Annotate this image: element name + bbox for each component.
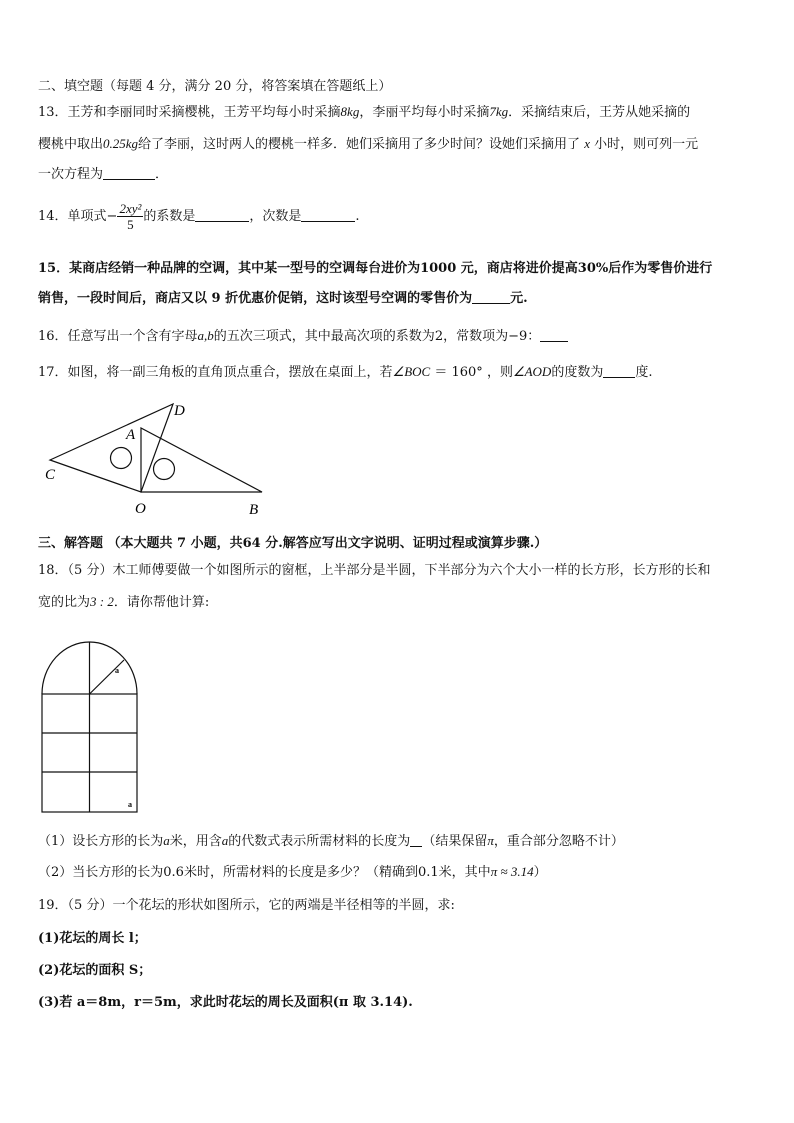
q18-variable: a bbox=[221, 833, 229, 848]
q17-text: 度. bbox=[635, 365, 653, 380]
q19-part-3: (3)若 a＝8m，r＝5m，求此时花坛的周长及面积(π 取 3.14). bbox=[38, 995, 413, 1010]
q18-line-1: 18．（5 分）木工师傅要做一个如图所示的窗框，上半部分是半圆，下半部分为六个大小一样的长方形，长方形的长和 bbox=[38, 563, 711, 578]
q18-pi-approx: π ≈ 3.14 bbox=[490, 864, 534, 879]
q18-window-figure bbox=[38, 624, 148, 816]
q17-text: 17．如图，将一副三角板的直角顶点重合，摆放在桌面上，若 bbox=[38, 365, 393, 380]
q14-text: 14．单项式 bbox=[38, 209, 107, 224]
q13-line-2 bbox=[38, 135, 698, 154]
q15-line-1: 15．某商店经销一种品牌的空调，其中某一型号的空调每台进价为1000 元，商店将进价提高30%后作为零售价进行 bbox=[38, 261, 713, 276]
q16-variables: a,b bbox=[197, 328, 214, 343]
q18-text: 米时，所需材料的长度是多少？（精确到 bbox=[183, 865, 418, 880]
q18-pi: π bbox=[487, 833, 494, 848]
q18-text: （2）当长方形的长为 bbox=[38, 865, 164, 880]
q14-text: ，次数是 bbox=[249, 209, 302, 224]
q19-line-1: 19．（5 分）一个花坛的形状如图所示，它的两端是半径相等的半圆，求: bbox=[38, 898, 455, 913]
q17-triangle-figure bbox=[40, 396, 280, 520]
q17-line bbox=[38, 363, 652, 382]
q17-text: 的度数为 bbox=[551, 365, 604, 380]
q18-text: 宽的比为 bbox=[38, 595, 91, 610]
q16-text: 16．任意写出一个含有字母 bbox=[38, 329, 198, 344]
q15-text: 元. bbox=[510, 291, 528, 306]
q19-part-1: (1)花坛的周长 l； bbox=[38, 931, 147, 946]
q13-text: 13．王芳和李丽同时采摘樱桃，王芳平均每小时采摘 bbox=[38, 105, 341, 120]
q14-text: . bbox=[355, 209, 360, 224]
window-label-a-bottom: a bbox=[128, 800, 132, 809]
q14-fraction bbox=[117, 201, 143, 232]
triangle-hole-left bbox=[111, 448, 132, 469]
q19-part-2: (2)花坛的面积 S； bbox=[38, 963, 152, 978]
q13-line-1 bbox=[38, 103, 690, 122]
q16-text: ： bbox=[527, 329, 541, 344]
section-2-header: 二、填空题（每题 4 分，满分 20 分，将答案填在答题纸上） bbox=[38, 79, 392, 94]
q13-text: 樱桃中取出 bbox=[38, 137, 104, 152]
q18-text: 的代数式表示所需材料的长度为 bbox=[228, 834, 411, 849]
q18-text: ．请你帮他计算: bbox=[113, 595, 210, 610]
q13-text: 给了李丽，这时两人的樱桃一样多．她们采摘用了多少时间？设她们采摘用了 bbox=[138, 137, 581, 152]
q18-text: 米，用含 bbox=[169, 834, 222, 849]
q13-value: 8kg bbox=[340, 104, 360, 119]
q14-degree-blank[interactable] bbox=[301, 209, 355, 222]
q15-text: 销售，一段时间后，商店又以 9 折优惠价促销，这时该型号空调的零售价为 bbox=[38, 291, 473, 306]
q17-angle-boc: ∠BOC bbox=[392, 364, 431, 379]
label-a: A bbox=[126, 427, 136, 443]
q17-angle-aod: ∠AOD bbox=[512, 364, 552, 379]
q14-numerator: 2xy² bbox=[119, 201, 142, 216]
q18-text: 米，其中 bbox=[438, 865, 491, 880]
q13-text: ，李丽平均每小时采摘 bbox=[359, 105, 490, 120]
q17-value: ＝ 160° bbox=[434, 365, 483, 380]
q18-text: ，重合部分忽略不计） bbox=[493, 834, 624, 849]
q14-coefficient-blank[interactable] bbox=[195, 209, 249, 222]
q16-value: 2 bbox=[434, 329, 444, 344]
triangle-c-d-o bbox=[50, 404, 173, 492]
q17-text: ，则 bbox=[486, 365, 513, 380]
label-b: B bbox=[249, 502, 259, 518]
q13-text: 小时，则可列一元 bbox=[594, 137, 699, 152]
q18-answer-blank[interactable] bbox=[410, 834, 422, 847]
label-d: D bbox=[174, 403, 185, 419]
q13-text: ．采摘结束后，王芳从她采摘的 bbox=[508, 105, 691, 120]
triangle-hole-right bbox=[154, 459, 175, 480]
q13-answer-blank[interactable] bbox=[103, 167, 155, 180]
section-3-header: 三、解答题 （本大题共 7 小题，共64 分.解答应写出文字说明、证明过程或演算步骤.） bbox=[38, 536, 548, 551]
q13-text: ． bbox=[155, 167, 169, 182]
q16-text: ，常数项为 bbox=[443, 329, 509, 344]
q16-line bbox=[38, 327, 568, 346]
q18-value: 0.6 bbox=[163, 865, 184, 880]
q18-line-2 bbox=[38, 593, 209, 612]
q14-line bbox=[38, 200, 360, 234]
q18-value: 0.1 bbox=[417, 865, 439, 880]
q18-text: （结果保留 bbox=[422, 834, 488, 849]
q18-variable: a bbox=[163, 833, 170, 848]
q18-part-1 bbox=[38, 832, 624, 851]
q14-text: 的系数是 bbox=[143, 209, 196, 224]
q13-variable: x bbox=[584, 136, 590, 151]
label-o: O bbox=[135, 501, 146, 517]
q16-text: 的五次三项式，其中最高次项的系数为 bbox=[213, 329, 435, 344]
q18-text: （1）设长方形的长为 bbox=[38, 834, 164, 849]
q14-denominator: 5 bbox=[127, 217, 134, 232]
q15-line-2 bbox=[38, 290, 528, 308]
q15-answer-blank[interactable] bbox=[472, 291, 510, 304]
window-label-a-top: a bbox=[115, 666, 119, 675]
label-c: C bbox=[45, 467, 56, 483]
q16-value: −9 bbox=[508, 329, 528, 344]
q13-value: 7kg bbox=[489, 104, 509, 119]
q18-part-2 bbox=[38, 863, 547, 882]
q13-value: 0.25kg bbox=[103, 136, 139, 151]
q17-answer-blank[interactable] bbox=[603, 365, 635, 378]
q13-line-3 bbox=[38, 166, 168, 184]
q14-minus: − bbox=[106, 209, 118, 224]
q16-answer-blank[interactable] bbox=[540, 329, 568, 342]
q18-ratio: 3 : 2 bbox=[90, 594, 114, 609]
q13-text: 一次方程为 bbox=[38, 167, 104, 182]
q18-text: ） bbox=[533, 865, 547, 880]
